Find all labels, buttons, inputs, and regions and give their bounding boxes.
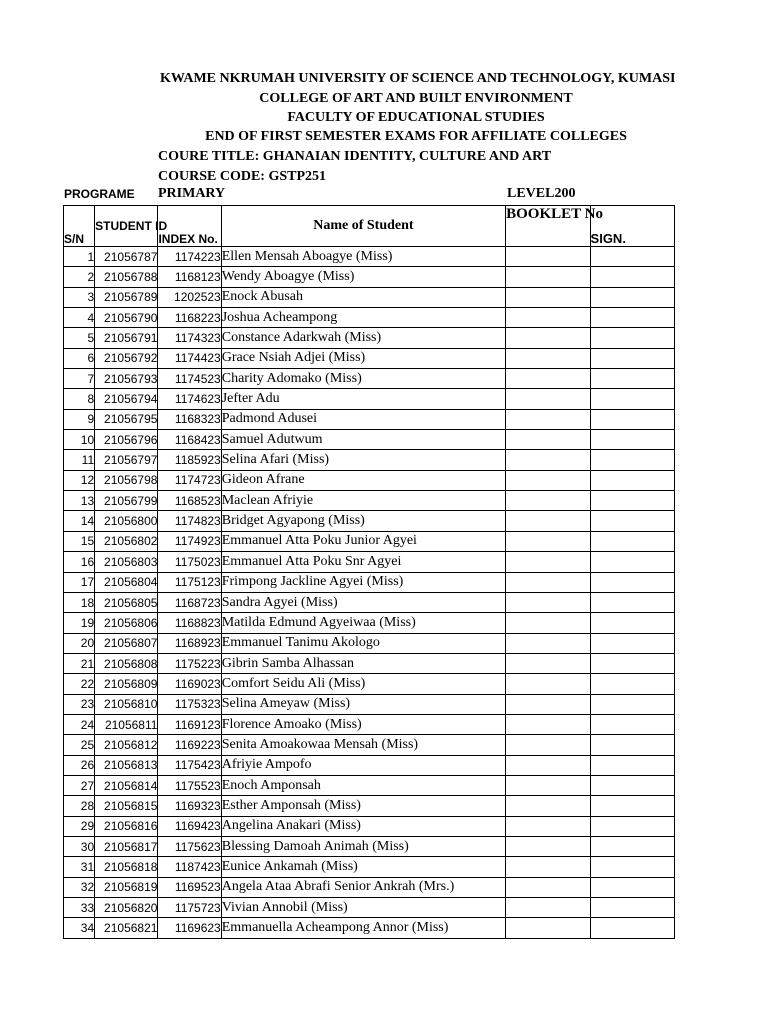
row-index-no: 1185923: [158, 450, 221, 470]
row-booklet-cell[interactable]: [506, 694, 590, 714]
row-student-name: Matilda Edmund Agyeiwaa (Miss): [221, 613, 505, 633]
row-booklet-cell[interactable]: [506, 369, 590, 389]
row-student-name: Emmanuel Atta Poku Snr Agyei: [221, 552, 505, 572]
row-sign-cell[interactable]: [590, 531, 674, 551]
row-index-no: 1168923: [158, 633, 221, 653]
row-student-name: Selina Afari (Miss): [221, 450, 505, 470]
row-student-name: Grace Nsiah Adjei (Miss): [221, 348, 505, 368]
row-sn: 15: [64, 531, 95, 551]
row-student-id: 21056788: [95, 267, 158, 287]
row-student-id: 21056794: [95, 389, 158, 409]
row-index-no: 1187423: [158, 857, 221, 877]
row-student-id: 21056812: [95, 735, 158, 755]
row-sn: 11: [64, 450, 95, 470]
row-index-no: 1169223: [158, 735, 221, 755]
row-booklet-cell[interactable]: [506, 898, 590, 918]
row-student-id: 21056806: [95, 613, 158, 633]
row-sn: 19: [64, 613, 95, 633]
row-sign-cell[interactable]: [590, 836, 674, 856]
row-student-name: Frimpong Jackline Agyei (Miss): [221, 572, 505, 592]
row-student-name: Samuel Adutwum: [221, 430, 505, 450]
row-index-no: 1168523: [158, 491, 221, 511]
row-booklet-cell[interactable]: [506, 592, 590, 612]
table-row: [64, 287, 675, 307]
row-booklet-cell[interactable]: [506, 491, 590, 511]
table-row: [64, 348, 675, 368]
level-label: LEVEL200: [507, 186, 576, 201]
table-row: [64, 674, 675, 694]
row-index-no: 1175023: [158, 552, 221, 572]
row-sign-cell[interactable]: [590, 389, 674, 409]
row-sign-cell[interactable]: [590, 796, 674, 816]
row-student-id: 21056803: [95, 552, 158, 572]
table-row: [64, 430, 675, 450]
row-booklet-cell[interactable]: [506, 409, 590, 429]
row-student-name: Blessing Damoah Animah (Miss): [221, 836, 505, 856]
row-sign-cell[interactable]: [590, 491, 674, 511]
table-row: [64, 816, 675, 836]
row-student-id: 21056798: [95, 470, 158, 490]
row-student-id: 21056795: [95, 409, 158, 429]
row-student-id: 21056815: [95, 796, 158, 816]
row-student-id: 21056805: [95, 592, 158, 612]
row-index-no: 1169123: [158, 714, 221, 734]
row-index-no: 1174523: [158, 369, 221, 389]
row-student-id: 21056790: [95, 308, 158, 328]
row-index-no: 1168423: [158, 430, 221, 450]
row-booklet-cell[interactable]: [506, 470, 590, 490]
row-sign-cell[interactable]: [590, 572, 674, 592]
table-row: [64, 898, 675, 918]
row-student-id: 21056807: [95, 633, 158, 653]
table-header-row: [64, 206, 675, 247]
row-booklet-cell[interactable]: [506, 267, 590, 287]
table-row: [64, 918, 675, 938]
table-row: [64, 531, 675, 551]
row-booklet-cell[interactable]: [506, 775, 590, 795]
table-row: [64, 592, 675, 612]
table-row: [64, 775, 675, 795]
row-booklet-cell[interactable]: [506, 613, 590, 633]
row-sign-cell[interactable]: [590, 633, 674, 653]
attendance-table: [63, 205, 675, 939]
row-student-id: 21056797: [95, 450, 158, 470]
table-row: [64, 247, 675, 267]
row-student-name: Emmanuel Tanimu Akologo: [221, 633, 505, 653]
table-row: [64, 714, 675, 734]
row-student-name: Emmanuel Atta Poku Junior Agyei: [221, 531, 505, 551]
table-row: [64, 552, 675, 572]
row-sn: 31: [64, 857, 95, 877]
row-sn: 12: [64, 470, 95, 490]
row-sn: 17: [64, 572, 95, 592]
table-row: [64, 796, 675, 816]
row-sn: 1: [64, 247, 95, 267]
row-sign-cell[interactable]: [590, 267, 674, 287]
row-sign-cell[interactable]: [590, 247, 674, 267]
row-sn: 25: [64, 735, 95, 755]
table-row: [64, 450, 675, 470]
row-student-id: 21056800: [95, 511, 158, 531]
row-index-no: 1174223: [158, 247, 221, 267]
row-index-no: 1174323: [158, 328, 221, 348]
faculty-title: FACULTY OF EDUCATIONAL STUDIES: [287, 110, 545, 125]
row-student-id: 21056821: [95, 918, 158, 938]
row-index-no: 1175123: [158, 572, 221, 592]
row-booklet-cell[interactable]: [506, 572, 590, 592]
table-row: [64, 308, 675, 328]
row-booklet-cell[interactable]: [506, 877, 590, 897]
row-student-id: 21056811: [95, 714, 158, 734]
row-sn: 34: [64, 918, 95, 938]
row-index-no: 1174623: [158, 389, 221, 409]
row-student-id: 21056818: [95, 857, 158, 877]
row-index-no: 1169323: [158, 796, 221, 816]
row-student-id: 21056799: [95, 491, 158, 511]
row-student-name: Selina Ameyaw (Miss): [221, 694, 505, 714]
row-booklet-cell[interactable]: [506, 836, 590, 856]
row-student-name: Vivian Annobil (Miss): [221, 898, 505, 918]
row-student-name: Padmond Adusei: [221, 409, 505, 429]
row-sn: 7: [64, 369, 95, 389]
row-sign-cell[interactable]: [590, 287, 674, 307]
row-sign-cell[interactable]: [590, 592, 674, 612]
row-sn: 24: [64, 714, 95, 734]
table-row: [64, 857, 675, 877]
row-student-name: Emmanuella Acheampong Annor (Miss): [221, 918, 505, 938]
row-student-name: Jefter Adu: [221, 389, 505, 409]
row-index-no: 1174723: [158, 470, 221, 490]
row-sn: 33: [64, 898, 95, 918]
row-sign-cell[interactable]: [590, 328, 674, 348]
row-student-id: 21056810: [95, 694, 158, 714]
row-sn: 22: [64, 674, 95, 694]
row-sn: 28: [64, 796, 95, 816]
row-sign-cell[interactable]: [590, 877, 674, 897]
row-student-id: 21056804: [95, 572, 158, 592]
course-title: COURE TITLE: GHANAIAN IDENTITY, CULTURE AND ART: [158, 149, 552, 164]
row-booklet-cell[interactable]: [506, 674, 590, 694]
row-sign-cell[interactable]: [590, 511, 674, 531]
row-index-no: 1168823: [158, 613, 221, 633]
row-sn: 14: [64, 511, 95, 531]
row-index-no: 1168723: [158, 592, 221, 612]
row-student-name: Charity Adomako (Miss): [221, 369, 505, 389]
row-sign-cell[interactable]: [590, 816, 674, 836]
table-row: [64, 694, 675, 714]
row-sn: 29: [64, 816, 95, 836]
row-sign-cell[interactable]: [590, 775, 674, 795]
row-sn: 26: [64, 755, 95, 775]
row-booklet-cell[interactable]: [506, 430, 590, 450]
row-student-id: 21056789: [95, 287, 158, 307]
table-row: [64, 328, 675, 348]
row-student-id: 21056817: [95, 836, 158, 856]
table-row: [64, 877, 675, 897]
row-sign-cell[interactable]: [590, 308, 674, 328]
table-row: [64, 389, 675, 409]
row-booklet-cell[interactable]: [506, 796, 590, 816]
row-sn: 9: [64, 409, 95, 429]
row-sn: 10: [64, 430, 95, 450]
row-sign-cell[interactable]: [590, 450, 674, 470]
table-row: [64, 409, 675, 429]
row-student-name: Florence Amoako (Miss): [221, 714, 505, 734]
table-row: [64, 735, 675, 755]
row-index-no: 1169523: [158, 877, 221, 897]
row-student-name: Constance Adarkwah (Miss): [221, 328, 505, 348]
row-booklet-cell[interactable]: [506, 735, 590, 755]
row-student-id: 21056787: [95, 247, 158, 267]
row-sign-cell[interactable]: [590, 552, 674, 572]
row-student-name: Senita Amoakowaa Mensah (Miss): [221, 735, 505, 755]
table-row: [64, 633, 675, 653]
row-student-id: 21056816: [95, 816, 158, 836]
table-row: [64, 572, 675, 592]
row-sign-cell[interactable]: [590, 857, 674, 877]
row-booklet-cell[interactable]: [506, 511, 590, 531]
row-booklet-cell[interactable]: [506, 287, 590, 307]
row-sn: 20: [64, 633, 95, 653]
row-index-no: 1169023: [158, 674, 221, 694]
row-student-id: 21056793: [95, 369, 158, 389]
college-title: COLLEGE OF ART AND BUILT ENVIRONMENT: [259, 91, 573, 106]
row-booklet-cell[interactable]: [506, 308, 590, 328]
row-student-id: 21056813: [95, 755, 158, 775]
row-student-name: Angela Ataa Abrafi Senior Ankrah (Mrs.): [221, 877, 505, 897]
row-sn: 4: [64, 308, 95, 328]
table-row: [64, 267, 675, 287]
row-booklet-cell[interactable]: [506, 755, 590, 775]
header-sign: SIGN.: [590, 206, 674, 247]
row-sign-cell[interactable]: [590, 918, 674, 938]
row-student-name: Comfort Seidu Ali (Miss): [221, 674, 505, 694]
row-sn: 13: [64, 491, 95, 511]
row-student-name: Esther Amponsah (Miss): [221, 796, 505, 816]
row-booklet-cell[interactable]: [506, 552, 590, 572]
table-body: [64, 247, 675, 939]
row-student-id: 21056792: [95, 348, 158, 368]
row-student-id: 21056809: [95, 674, 158, 694]
row-booklet-cell[interactable]: [506, 348, 590, 368]
row-sn: 27: [64, 775, 95, 795]
row-student-id: 21056820: [95, 898, 158, 918]
row-student-name: Maclean Afriyie: [221, 491, 505, 511]
header-index-no: INDEX No.: [158, 206, 221, 247]
row-sign-cell[interactable]: [590, 430, 674, 450]
row-sn: 18: [64, 592, 95, 612]
row-booklet-cell[interactable]: [506, 816, 590, 836]
row-student-name: Bridget Agyapong (Miss): [221, 511, 505, 531]
row-booklet-cell[interactable]: [506, 633, 590, 653]
row-sign-cell[interactable]: [590, 714, 674, 734]
row-student-name: Afriyie Ampofo: [221, 755, 505, 775]
header-sn: S/N: [64, 206, 95, 247]
row-sn: 2: [64, 267, 95, 287]
row-sn: 23: [64, 694, 95, 714]
row-student-id: 21056796: [95, 430, 158, 450]
row-booklet-cell[interactable]: [506, 450, 590, 470]
exam-title: END OF FIRST SEMESTER EXAMS FOR AFFILIATE COLLEGES: [205, 129, 627, 144]
row-student-id: 21056814: [95, 775, 158, 795]
row-index-no: 1175623: [158, 836, 221, 856]
table-row: [64, 470, 675, 490]
row-sign-cell[interactable]: [590, 898, 674, 918]
row-student-id: 21056802: [95, 531, 158, 551]
table-row: [64, 613, 675, 633]
header-booklet-no: BOOKLET No: [506, 206, 590, 247]
row-index-no: 1174423: [158, 348, 221, 368]
row-index-no: 1175523: [158, 775, 221, 795]
row-sn: 6: [64, 348, 95, 368]
row-sign-cell[interactable]: [590, 348, 674, 368]
row-sign-cell[interactable]: [590, 653, 674, 673]
table-row: [64, 511, 675, 531]
row-index-no: 1169423: [158, 816, 221, 836]
row-student-name: Gibrin Samba Alhassan: [221, 653, 505, 673]
row-sign-cell[interactable]: [590, 470, 674, 490]
header-student-id: STUDENT ID: [95, 206, 158, 247]
programme-label: PROGRAME: [64, 187, 135, 201]
row-booklet-cell[interactable]: [506, 531, 590, 551]
row-sign-cell[interactable]: [590, 369, 674, 389]
table-row: [64, 491, 675, 511]
row-student-name: Sandra Agyei (Miss): [221, 592, 505, 612]
row-student-id: 21056791: [95, 328, 158, 348]
row-index-no: 1202523: [158, 287, 221, 307]
row-student-id: 21056819: [95, 877, 158, 897]
programme-value: PRIMARY: [158, 186, 226, 201]
row-booklet-cell[interactable]: [506, 653, 590, 673]
row-sign-cell[interactable]: [590, 409, 674, 429]
row-booklet-cell[interactable]: [506, 328, 590, 348]
row-index-no: 1174923: [158, 531, 221, 551]
row-sn: 5: [64, 328, 95, 348]
row-index-no: 1174823: [158, 511, 221, 531]
row-sign-cell[interactable]: [590, 735, 674, 755]
row-student-name: Joshua Acheampong: [221, 308, 505, 328]
row-sn: 21: [64, 653, 95, 673]
row-index-no: 1175723: [158, 898, 221, 918]
row-index-no: 1175323: [158, 694, 221, 714]
table-row: [64, 755, 675, 775]
row-index-no: 1169623: [158, 918, 221, 938]
row-booklet-cell[interactable]: [506, 389, 590, 409]
row-student-id: 21056808: [95, 653, 158, 673]
course-code: COURSE CODE: GSTP251: [158, 169, 327, 184]
table-row: [64, 836, 675, 856]
row-sign-cell[interactable]: [590, 674, 674, 694]
row-booklet-cell[interactable]: [506, 714, 590, 734]
row-student-name: Wendy Aboagye (Miss): [221, 267, 505, 287]
row-index-no: 1168123: [158, 267, 221, 287]
row-sign-cell[interactable]: [590, 694, 674, 714]
row-sn: 30: [64, 836, 95, 856]
row-booklet-cell[interactable]: [506, 247, 590, 267]
row-student-name: Enoch Amponsah: [221, 775, 505, 795]
row-booklet-cell[interactable]: [506, 918, 590, 938]
row-index-no: 1168323: [158, 409, 221, 429]
row-student-name: Enock Abusah: [221, 287, 505, 307]
row-student-name: Ellen Mensah Aboagye (Miss): [221, 247, 505, 267]
row-index-no: 1175423: [158, 755, 221, 775]
table-row: [64, 653, 675, 673]
row-sign-cell[interactable]: [590, 613, 674, 633]
row-student-name: Angelina Anakari (Miss): [221, 816, 505, 836]
header-student-name: Name of Student: [221, 206, 505, 247]
university-title: KWAME NKRUMAH UNIVERSITY OF SCIENCE AND TECHNOLOGY, KUMASI: [160, 71, 676, 86]
row-sn: 8: [64, 389, 95, 409]
table-row: [64, 369, 675, 389]
row-index-no: 1175223: [158, 653, 221, 673]
row-index-no: 1168223: [158, 308, 221, 328]
row-sn: 3: [64, 287, 95, 307]
row-booklet-cell[interactable]: [506, 857, 590, 877]
row-sign-cell[interactable]: [590, 755, 674, 775]
row-sn: 32: [64, 877, 95, 897]
row-student-name: Eunice Ankamah (Miss): [221, 857, 505, 877]
row-sn: 16: [64, 552, 95, 572]
row-student-name: Gideon Afrane: [221, 470, 505, 490]
